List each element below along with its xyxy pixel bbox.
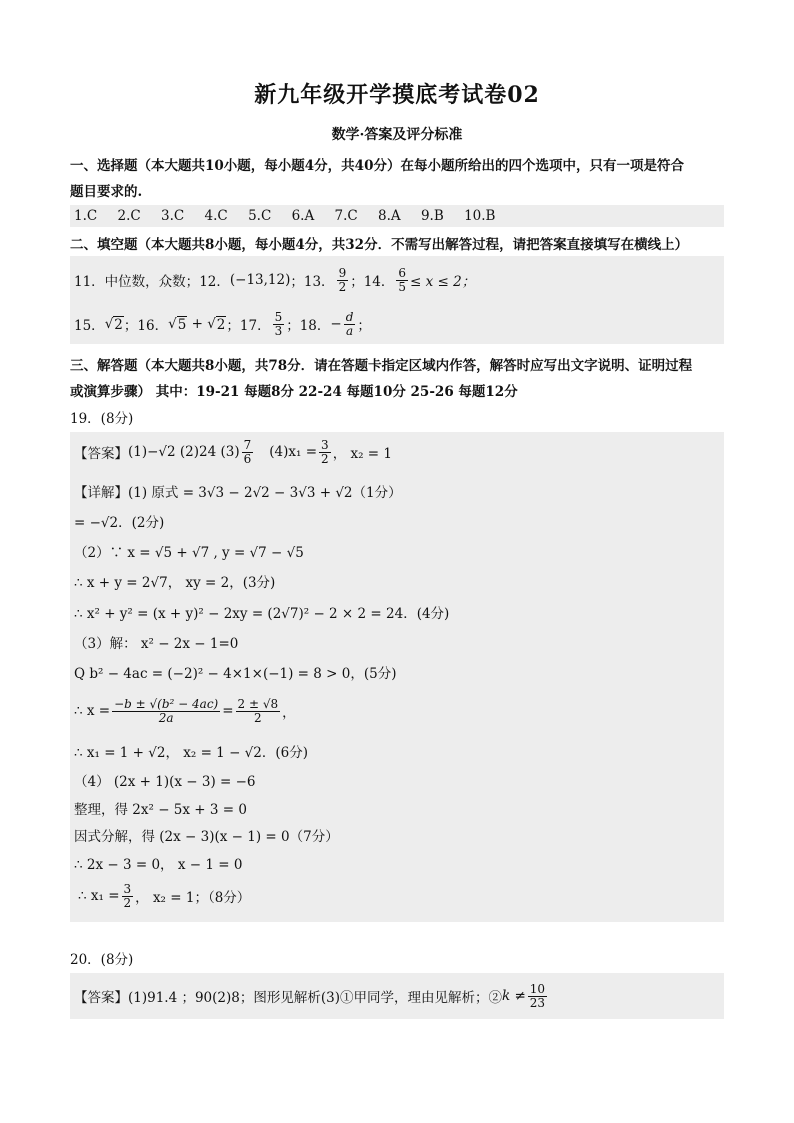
sqrt-icon: √ — [168, 316, 177, 332]
q19-detail-8-eq: = — [222, 703, 234, 719]
q19-detail-8-pre: ∴ x = — [74, 703, 111, 719]
answer-17-fraction: $\frac{5}{3}$ — [274, 309, 283, 338]
q19-detail-5: ∴ x² + y² = (x + y)² − 2xy = (2√7)² − 2 × 2 = 24．(4分) — [74, 606, 450, 622]
q19-detail-13: ∴ 2x − 3 = 0， x − 1 = 0 — [74, 857, 243, 873]
answer-2: 2.C — [117, 208, 141, 224]
minus-icon: − — [330, 316, 342, 332]
section1-answers — [74, 208, 511, 224]
q20-header: 20．(8分) — [70, 952, 134, 968]
sqrt-icon: √ — [104, 316, 114, 332]
answer-16-label: ；16． — [123, 318, 169, 334]
page-subtitle: 数学·答案及评分标准 — [331, 127, 463, 143]
answer-13-fraction: $\frac{9}{2}$ — [338, 265, 347, 294]
sqrt-icon: √ — [207, 316, 216, 332]
q19-detail-tag: 【详解】 — [74, 485, 128, 501]
answer-9: 9.B — [420, 208, 444, 224]
q19-detail-8 — [74, 690, 296, 732]
q20-k-fraction: $\frac{10}{23}$ — [529, 981, 546, 1010]
q19-answer-p3-fraction: $\frac{7}{6}$ — [243, 437, 252, 466]
answer-18-label: ；18． — [286, 318, 331, 334]
q19-detail-8-end: ， — [282, 705, 296, 721]
q19-detail-11: 整理，得 2x² − 5x + 3 = 0 — [74, 802, 247, 818]
section3-heading-line2: 或演算步骤） 其中：19-21 每题8分 22-24 每题10分 25-26 每题12分 — [70, 384, 518, 400]
answer-10: 10.B — [464, 208, 496, 224]
answer-1: 1.C — [74, 208, 98, 224]
answer-11: 11．中位数，众数； — [74, 274, 200, 290]
q19-detail-1 — [74, 481, 402, 501]
q19-answer-p4-rest: ， x₂ = 1 — [332, 446, 392, 462]
answer-3: 3.C — [161, 208, 185, 224]
section1-heading-line1: 一、选择题（本大题共10小题，每小题4分，共40分）在每小题所给出的四个选项中，只有一项是符合 — [70, 158, 684, 174]
q19-answer-p4-fraction: $\frac{3}{2}$ — [321, 437, 329, 466]
q19-answer-p4: (4)x₁ = — [269, 444, 318, 460]
answer-13-label: ；13． — [290, 274, 335, 290]
q19-detail-14-fraction: $\frac{3}{2}$ — [123, 881, 132, 910]
answer-4: 4.C — [204, 208, 228, 224]
q19-detail-8-fraction1: $\frac{\text{−b ± √(b² − 4ac)}}{2a}$ — [114, 696, 219, 725]
q19-detail-14-rest: ， x₂ = 1；（8分） — [135, 890, 251, 906]
answer-12-value: (−13,12) — [229, 272, 291, 288]
answer-16-v1: 5 — [177, 316, 187, 333]
answer-15-label: 15． — [74, 318, 105, 334]
q19-detail-6: （3）解： x² − 2x − 1=0 — [74, 636, 239, 652]
answer-17-label: ；17． — [226, 318, 271, 334]
section2-answers-row2 — [74, 306, 371, 342]
q19-detail-7: Q b² − 4ac = (−2)² − 4×1×(−1) = 8 > 0，(5分) — [74, 666, 397, 682]
q19-detail-4: ∴ x + y = 2√7， xy = 2，(3分) — [74, 575, 276, 591]
q20-k-label: k ≠ — [502, 988, 526, 1004]
q19-detail-14-pre: ∴ x₁ = — [78, 888, 120, 904]
answer-16-v2: 2 — [216, 316, 226, 333]
q20-answer-tag: 【答案】 — [74, 990, 128, 1006]
answer-14-rest: ≤ x ≤ 2； — [410, 274, 476, 290]
q19-detail-10: （4） (2x + 1)(x − 3) = −6 — [74, 774, 256, 790]
answer-14-fraction: $\frac{6}{5}$ — [398, 265, 407, 294]
q19-detail-1-text: (1) 原式 = 3√3 − 2√2 − 3√3 + √2（1分） — [128, 485, 402, 501]
section2-heading: 二、填空题（本大题共8小题，每小题4分，共32分．不需写出解答过程，请把答案直接填写在横线上） — [70, 237, 689, 253]
plus-icon: + — [187, 316, 208, 332]
q19-answer — [74, 434, 392, 470]
q19-detail-14 — [78, 876, 250, 916]
q19-detail-12: 因式分解，得 (2x − 3)(x − 1) = 0（7分） — [74, 829, 339, 845]
answer-18-fraction: $\frac{d}{a}$ — [345, 309, 354, 338]
q19-detail-2: = −√2．(2分) — [74, 515, 165, 531]
answer-18-end: ； — [357, 318, 371, 334]
q19-detail-3: （2）∵ x = √5 + √7 , y = √7 − √5 — [74, 545, 304, 561]
answer-14-label: ；14． — [350, 274, 395, 290]
answer-6: 6.A — [291, 208, 315, 224]
section1-heading-line2: 题目要求的. — [70, 184, 143, 200]
answer-8: 8.A — [378, 208, 401, 224]
q19-answer-tag: 【答案】 — [74, 446, 128, 462]
q19-answer-p1: (1)−√2 (2)24 (3) — [128, 444, 240, 460]
q19-detail-9: ∴ x₁ = 1 + √2， x₂ = 1 − √2．(6分) — [74, 745, 308, 761]
q19-header: 19．(8分) — [70, 411, 134, 427]
section3-heading-line1: 三、解答题（本大题共8小题，共78分．请在答题卡指定区域内作答，解答时应写出文字说明、证明过程 — [70, 358, 693, 374]
section2-answers-row1 — [74, 262, 475, 298]
q20-answer-text: (1)91.4 ；90(2)8；图形见解析(3)①甲同学，理由见解析；② — [128, 990, 502, 1006]
q19-detail-8-fraction2: $\frac{2 \pm √8}{2}$ — [237, 696, 279, 725]
answer-5: 5.C — [248, 208, 272, 224]
answer-7: 7.C — [334, 208, 358, 224]
answer-15-value: 2 — [114, 316, 123, 333]
answer-12-label: 12． — [199, 274, 230, 290]
q20-answer — [74, 976, 549, 1016]
page-title: 新九年级开学摸底考试卷02 — [254, 82, 540, 108]
